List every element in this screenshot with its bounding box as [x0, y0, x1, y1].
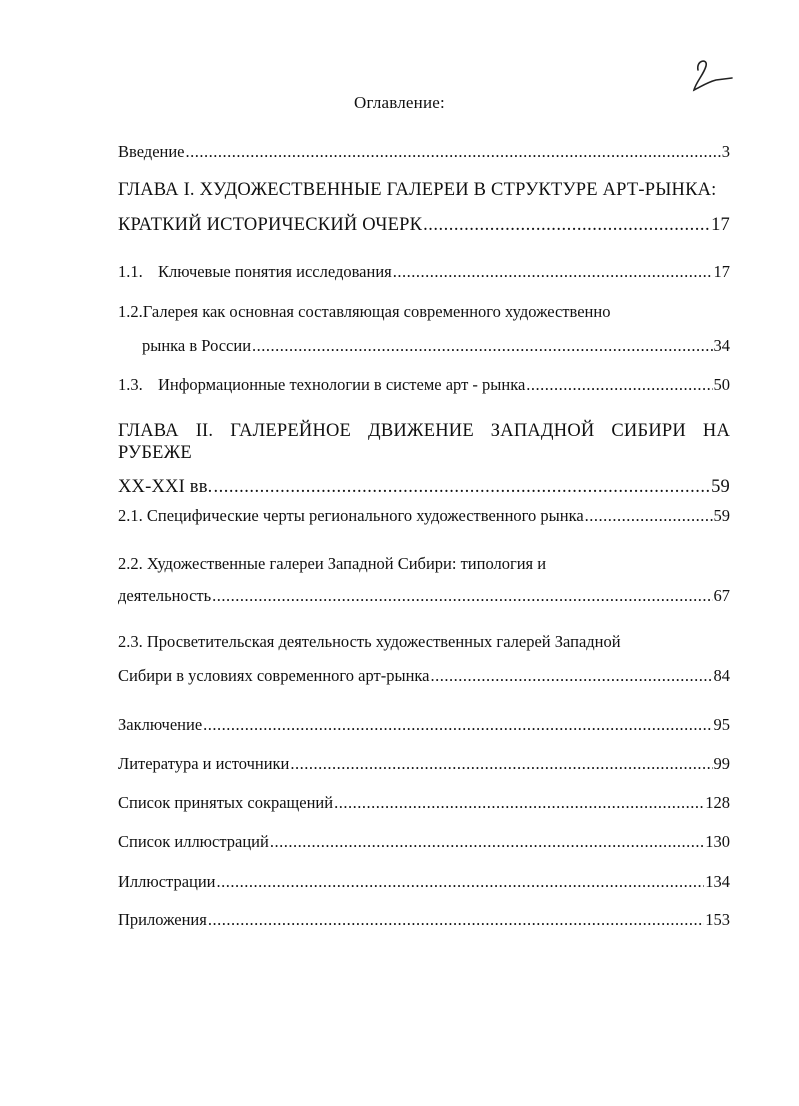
toc-entry-chapter-1	[118, 179, 730, 236]
toc-entry-introduction	[118, 142, 730, 162]
chapter-title-line-1: ГЛАВА I. ХУДОЖЕСТВЕННЫЕ ГАЛЕРЕИ В СТРУКТУРЕ АРТ-РЫНКА:	[118, 180, 717, 200]
toc-entry-section-2-3	[118, 632, 730, 686]
entry-page-number: 59	[711, 477, 730, 497]
toc-entry-section-1-3	[118, 375, 730, 395]
dot-leader	[270, 832, 704, 852]
chapter-title-line-2: XX-XXI вв.	[118, 477, 213, 497]
entry-page-number: 3	[721, 142, 730, 161]
toc-entry-conclusion	[118, 715, 730, 735]
dot-leader	[252, 336, 712, 356]
entry-page-number: 128	[705, 793, 730, 812]
entry-label: Приложения	[118, 910, 207, 929]
toc-entry-section-1-1	[118, 262, 730, 282]
entry-page-number: 95	[713, 715, 730, 734]
handwritten-page-number	[688, 52, 736, 96]
toc-entry-illustration-list	[118, 832, 730, 852]
entry-label-line-1: 2.3. Просветительская деятельность художественных галерей Западной	[118, 632, 621, 651]
entry-page-number: 17	[711, 215, 730, 235]
entry-label: Список иллюстраций	[118, 832, 269, 851]
dot-leader	[334, 793, 704, 813]
entry-page-number: 67	[713, 586, 730, 605]
dot-leader	[203, 715, 712, 735]
entry-page-number: 34	[713, 336, 730, 355]
entry-label: Заключение	[118, 715, 203, 734]
toc-entry-section-2-1	[118, 506, 730, 526]
entry-label: Введение	[118, 142, 185, 161]
toc-entry-appendices	[118, 910, 730, 930]
dot-leader	[423, 214, 710, 236]
dot-leader	[212, 586, 712, 606]
toc-entry-section-1-2	[118, 302, 730, 356]
dot-leader	[290, 754, 712, 774]
toc-entry-abbreviations	[118, 793, 730, 813]
toc-title: Оглавление:	[354, 93, 445, 112]
chapter-title-line-2: КРАТКИЙ ИСТОРИЧЕСКИЙ ОЧЕРК	[118, 215, 423, 235]
entry-label: Иллюстрации	[118, 872, 216, 891]
entry-page-number: 130	[705, 832, 730, 851]
toc-entry-literature	[118, 754, 730, 774]
dot-leader	[585, 506, 713, 526]
entry-label: Информационные технологии в системе арт - рынка	[158, 375, 526, 394]
toc-entry-illustrations	[118, 872, 730, 892]
entry-page-number: 153	[705, 910, 730, 929]
entry-label: 2.1. Специфические черты регионального художественного рынка	[118, 506, 584, 525]
dot-leader	[213, 476, 710, 498]
chapter-title-line-1: ГЛАВА II. ГАЛЕРЕЙНОЕ ДВИЖЕНИЕ ЗАПАДНОЙ СИБИРИ НА РУБЕЖЕ	[118, 421, 730, 463]
entry-label-line-1: 2.2. Художественные галереи Западной Сибири: типология и	[118, 554, 547, 573]
section-number: 1.1.	[118, 262, 143, 281]
section-number: 1.3.	[118, 375, 143, 394]
entry-label-line-1: Галерея как основная составляющая современного художественно	[142, 302, 611, 321]
dot-leader	[186, 142, 721, 162]
entry-label-line-2: деятельность	[118, 586, 212, 605]
entry-label: Ключевые понятия исследования	[158, 262, 392, 281]
section-number: 1.2.	[118, 302, 143, 321]
entry-label: Литература и источники	[118, 754, 290, 773]
entry-page-number: 17	[713, 262, 730, 281]
toc-entry-chapter-2	[118, 420, 730, 498]
dot-leader	[431, 666, 713, 686]
entry-page-number: 99	[713, 754, 730, 773]
entry-label-line-2: Сибири в условиях современного арт-рынка	[118, 666, 430, 685]
dot-leader	[526, 375, 712, 395]
dot-leader	[217, 872, 705, 892]
entry-page-number: 134	[705, 872, 730, 891]
entry-page-number: 84	[713, 666, 730, 685]
entry-page-number: 50	[713, 375, 730, 394]
entry-label-line-2: рынка в России	[142, 336, 252, 355]
entry-page-number: 59	[713, 506, 730, 525]
dot-leader	[208, 910, 704, 930]
dot-leader	[393, 262, 713, 282]
entry-label: Список принятых сокращений	[118, 793, 334, 812]
toc-entry-section-2-2	[118, 554, 730, 606]
